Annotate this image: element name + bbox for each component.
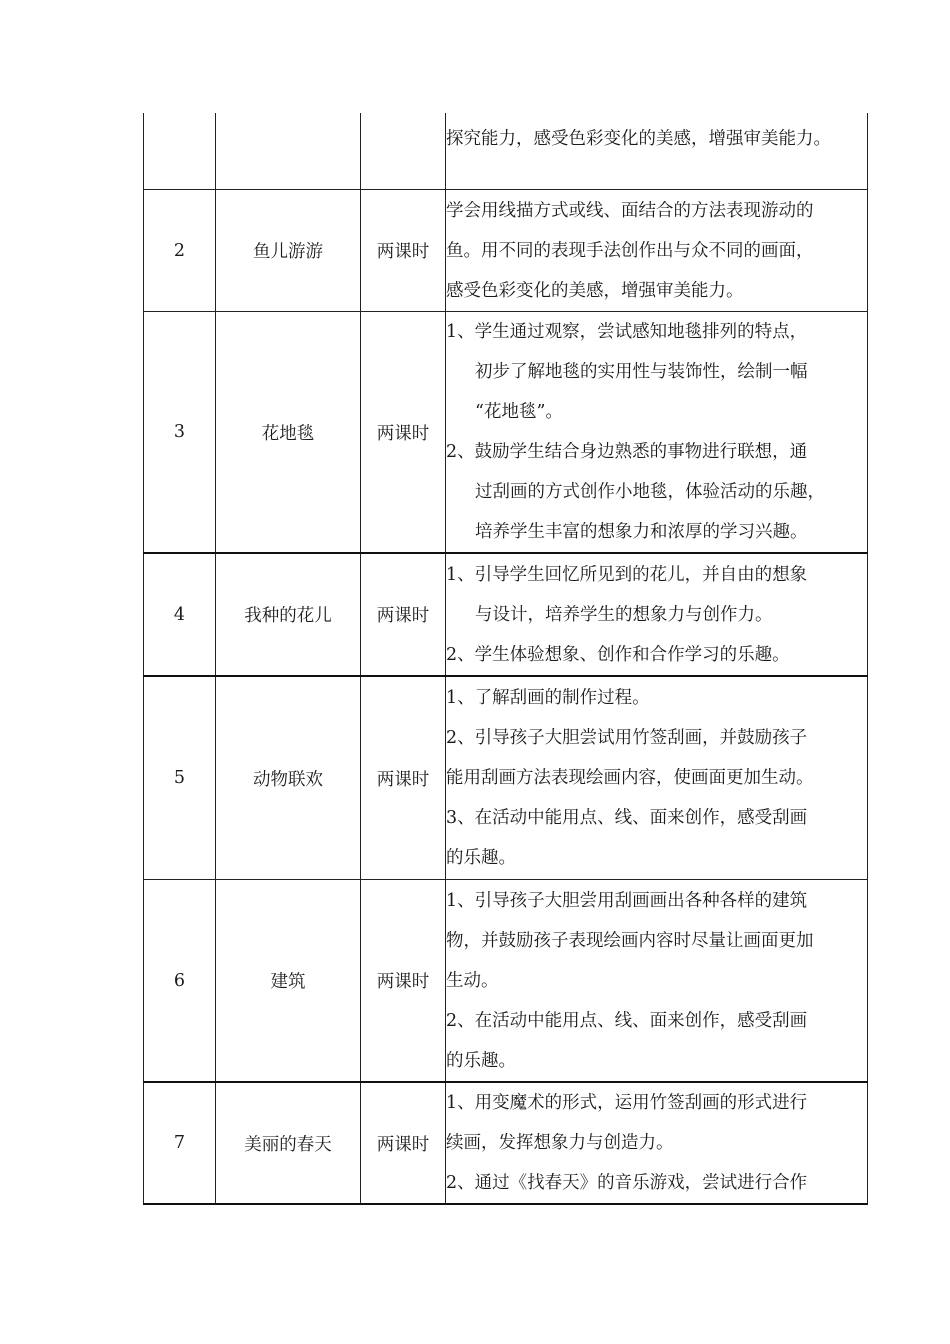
lesson-hours-cell: 两课时 [361, 880, 446, 1083]
goal-text-line: 鱼。用不同的表现手法创作出与众不同的画面， [446, 240, 814, 261]
table-row [144, 312, 868, 554]
lesson-title-cell: 花地毯 [216, 312, 361, 554]
lesson-hours-cell: 两课时 [361, 1082, 446, 1204]
goal-text-line: 物，并鼓励孩子表现绘画内容时尽量让画面更加 [446, 930, 814, 951]
lesson-goals-cell [446, 1082, 868, 1204]
goal-text-line: 感受色彩变化的美感，增强审美能力。 [446, 280, 744, 301]
goal-text-line: 的乐趣。 [446, 1050, 516, 1071]
lesson-title-cell: 美丽的春天 [216, 1082, 361, 1204]
lesson-goals-cell [446, 113, 868, 190]
lesson-number-cell: 6 [144, 880, 216, 1083]
table-row [144, 113, 868, 190]
lesson-plan-table [143, 113, 868, 1205]
goal-text-line: 与设计，培养学生的想象力与创作力。 [475, 604, 773, 625]
goal-text-line: 3、在活动中能用点、线、面来创作，感受刮画 [446, 808, 808, 828]
lesson-number-cell [144, 113, 216, 190]
goal-text-line: 培养学生丰富的想象力和浓厚的学习兴趣。 [475, 522, 808, 542]
table-row [144, 190, 868, 312]
lesson-number-cell: 4 [144, 553, 216, 676]
goal-text-line: 1、学生通过观察，尝试感知地毯排列的特点， [446, 322, 808, 342]
goal-text-line: 2、引导孩子大胆尝试用竹签刮画，并鼓励孩子 [446, 728, 808, 748]
goal-text-line: 探究能力，感受色彩变化的美感，增强审美能力。 [446, 129, 831, 149]
goal-text-line: 2、鼓励学生结合身边熟悉的事物进行联想，通 [446, 442, 808, 462]
goal-text-line: 能用刮画方法表现绘画内容，使画面更加生动。 [446, 768, 814, 788]
goal-text-line: 2、在活动中能用点、线、面来创作，感受刮画 [446, 1010, 808, 1031]
goal-text-line: 1、引导孩子大胆尝用刮画画出各种各样的建筑 [446, 890, 808, 911]
goal-text-line: 的乐趣。 [446, 848, 516, 868]
lesson-title-cell: 鱼儿游游 [216, 190, 361, 312]
lesson-number-cell: 2 [144, 190, 216, 312]
lesson-hours-cell: 两课时 [361, 190, 446, 312]
goal-text-line: 1、引导学生回忆所见到的花儿，并自由的想象 [446, 564, 808, 585]
goal-text-line: “花地毯”。 [475, 402, 563, 422]
goal-text-line: 1、用变魔术的形式，运用竹签刮画的形式进行 [446, 1093, 808, 1113]
lesson-goals-cell [446, 676, 868, 880]
lesson-goals-cell [446, 553, 868, 676]
lesson-title-cell [216, 113, 361, 190]
lesson-goals-cell [446, 312, 868, 554]
lesson-number-cell: 3 [144, 312, 216, 554]
lesson-hours-cell [361, 113, 446, 190]
table-row [144, 1082, 868, 1204]
table-row [144, 553, 868, 676]
lesson-hours-cell: 两课时 [361, 553, 446, 676]
table-row [144, 880, 868, 1083]
goal-text-line: 初步了解地毯的实用性与装饰性，绘制一幅 [475, 362, 808, 382]
lesson-goals-cell [446, 880, 868, 1083]
lesson-plan-table-body [144, 113, 868, 1204]
goal-text-line: 2、通过《找春天》的音乐游戏，尝试进行合作 [446, 1173, 808, 1193]
goal-text-line: 过刮画的方式创作小地毯，体验活动的乐趣， [475, 482, 825, 502]
lesson-title-cell: 建筑 [216, 880, 361, 1083]
goal-text-line: 2、学生体验想象、创作和合作学习的乐趣。 [446, 644, 790, 665]
lesson-number-cell: 5 [144, 676, 216, 880]
lesson-goals-cell [446, 190, 868, 312]
goal-text-line: 生动。 [446, 970, 499, 991]
goal-text-line: 学会用线描方式或线、面结合的方法表现游动的 [446, 200, 814, 221]
lesson-hours-cell: 两课时 [361, 676, 446, 880]
goal-text-line: 1、了解刮画的制作过程。 [446, 688, 650, 708]
lesson-title-cell: 动物联欢 [216, 676, 361, 880]
lesson-number-cell: 7 [144, 1082, 216, 1204]
lesson-title-cell: 我种的花儿 [216, 553, 361, 676]
lesson-hours-cell: 两课时 [361, 312, 446, 554]
table-row [144, 676, 868, 880]
goal-text-line: 续画，发挥想象力与创造力。 [446, 1133, 674, 1153]
